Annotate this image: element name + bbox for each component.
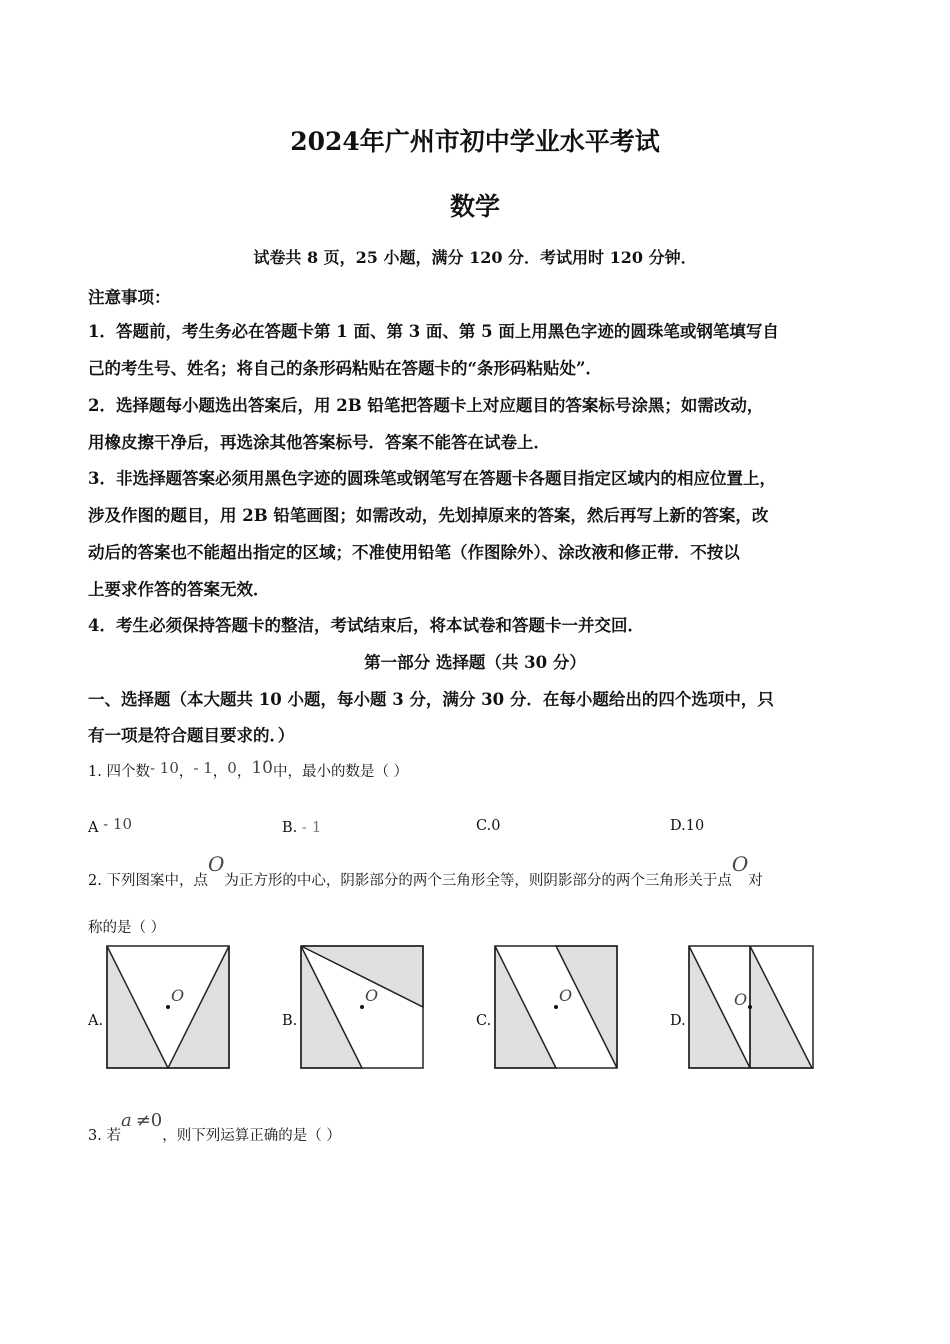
notice-line: 涉及作图的题目，用 2B 铅笔画图；如需改动，先划掉原来的答案，然后再写上新的答案，改 xyxy=(88,506,769,525)
option-label: A xyxy=(88,820,99,836)
shaded-triangle xyxy=(750,946,812,1068)
condition-rest: ≠0 xyxy=(135,1110,163,1131)
question-2-line-2: 称的是（ ） xyxy=(88,920,166,936)
question-1 xyxy=(88,760,408,781)
point-label: O xyxy=(171,986,185,1005)
notice-line: 3．非选择题答案必须用黑色字迹的圆珠笔或钢笔写在答题卡各题目指定区域内的相应位置上， xyxy=(88,469,776,488)
figure-d-label[interactable]: D. xyxy=(670,1013,686,1029)
point-label: O xyxy=(559,986,573,1005)
number-zero: 0 xyxy=(227,759,237,777)
point-label: O xyxy=(365,986,379,1005)
notice-line: 动后的答案也不能超出指定的区域；不准使用铅笔（作图除外）、涂改液和修正带．不按以 xyxy=(88,543,740,562)
option-a[interactable] xyxy=(88,815,133,836)
question-1-suffix: 中，最小的数是（ ） xyxy=(272,764,409,780)
shaded-triangle xyxy=(168,946,229,1068)
separator: ， xyxy=(212,764,228,780)
shaded-triangle xyxy=(556,946,617,1068)
question-3-text: 3. 若 xyxy=(88,1128,121,1144)
separator: ， xyxy=(236,764,252,780)
figure-b-label[interactable]: B. xyxy=(282,1013,298,1029)
section-heading-line: 一、选择题（本大题共 10 小题，每小题 3 分，满分 30 分．在每小题给出的四个选项中，只 xyxy=(88,690,774,709)
separator: ， xyxy=(178,764,194,780)
notice-line: 上要求作答的答案无效． xyxy=(88,580,270,599)
question-2-text: 为正方形的中心，阴影部分的两个三角形全等，则阴影部分的两个三角形关于点 xyxy=(224,873,732,889)
option-label: B. xyxy=(282,820,298,836)
part-one-heading: 第一部分 选择题（共 30 分） xyxy=(364,653,586,672)
question-3 xyxy=(88,1110,341,1145)
notice-line: 用橡皮擦干净后，再选涂其他答案标号．答案不能答在试卷上． xyxy=(88,433,550,452)
center-point xyxy=(748,1005,752,1009)
shaded-triangle xyxy=(495,946,556,1068)
option-value: - 1 xyxy=(301,818,322,836)
figure-b[interactable] xyxy=(300,945,424,1069)
figure-c[interactable] xyxy=(494,945,618,1069)
option-d[interactable] xyxy=(670,818,704,834)
figure-a[interactable] xyxy=(106,945,230,1069)
question-2-text: 2. 下列图案中，点 xyxy=(88,873,208,889)
notice-heading: 注意事项： xyxy=(88,288,171,307)
option-value: 0 xyxy=(491,818,501,834)
figure-d[interactable] xyxy=(688,945,814,1069)
point-o: O xyxy=(207,852,225,876)
center-point xyxy=(166,1005,170,1009)
center-point xyxy=(554,1005,558,1009)
subject-title: 数学 xyxy=(449,192,500,221)
figure-a-label[interactable]: A. xyxy=(88,1013,104,1029)
question-1-prefix: 1. 四个数 xyxy=(88,764,150,780)
number-neg-ten: - 10 xyxy=(149,759,179,777)
question-2 xyxy=(88,852,763,890)
option-label: D. xyxy=(670,818,686,834)
number-neg-one: - 1 xyxy=(193,759,213,777)
condition-expression xyxy=(121,1110,162,1131)
notice-line: 己的考生号、姓名；将自己的条形码粘贴在答题卡的“条形码粘贴处”． xyxy=(88,359,602,378)
section-heading-line: 有一项是符合题目要求的．） xyxy=(88,726,295,745)
exam-info: 试卷共 8 页，25 小题，满分 120 分．考试用时 120 分钟． xyxy=(253,248,697,267)
page-title: 2024年广州市初中学业水平考试 xyxy=(290,127,660,156)
option-c[interactable] xyxy=(476,818,500,834)
option-label: C. xyxy=(476,818,492,834)
option-b[interactable] xyxy=(282,818,321,836)
question-2-text: 对 xyxy=(748,873,763,889)
notice-line: 1．答题前，考生务必在答题卡第 1 面、第 3 面、第 5 面上用黑色字迹的圆珠笔或钢笔填写自 xyxy=(88,322,779,341)
figure-c-label[interactable]: C. xyxy=(476,1013,492,1029)
point-o: O xyxy=(731,852,749,876)
number-ten: 10 xyxy=(251,758,273,778)
variable-a: a xyxy=(120,1110,132,1131)
question-3-text: ，则下列运算正确的是（ ） xyxy=(162,1128,341,1144)
point-label: O xyxy=(734,990,748,1009)
shaded-triangle xyxy=(107,946,168,1068)
notice-line: 2．选择题每小题选出答案后，用 2B 铅笔把答题卡上对应题目的答案标号涂黑；如需改动， xyxy=(88,396,764,415)
center-point xyxy=(360,1005,364,1009)
option-value: 10 xyxy=(685,818,705,834)
option-value: - 10 xyxy=(103,815,133,833)
notice-line: 4．考生必须保持答题卡的整洁，考试结束后，将本试卷和答题卡一并交回． xyxy=(88,616,644,635)
